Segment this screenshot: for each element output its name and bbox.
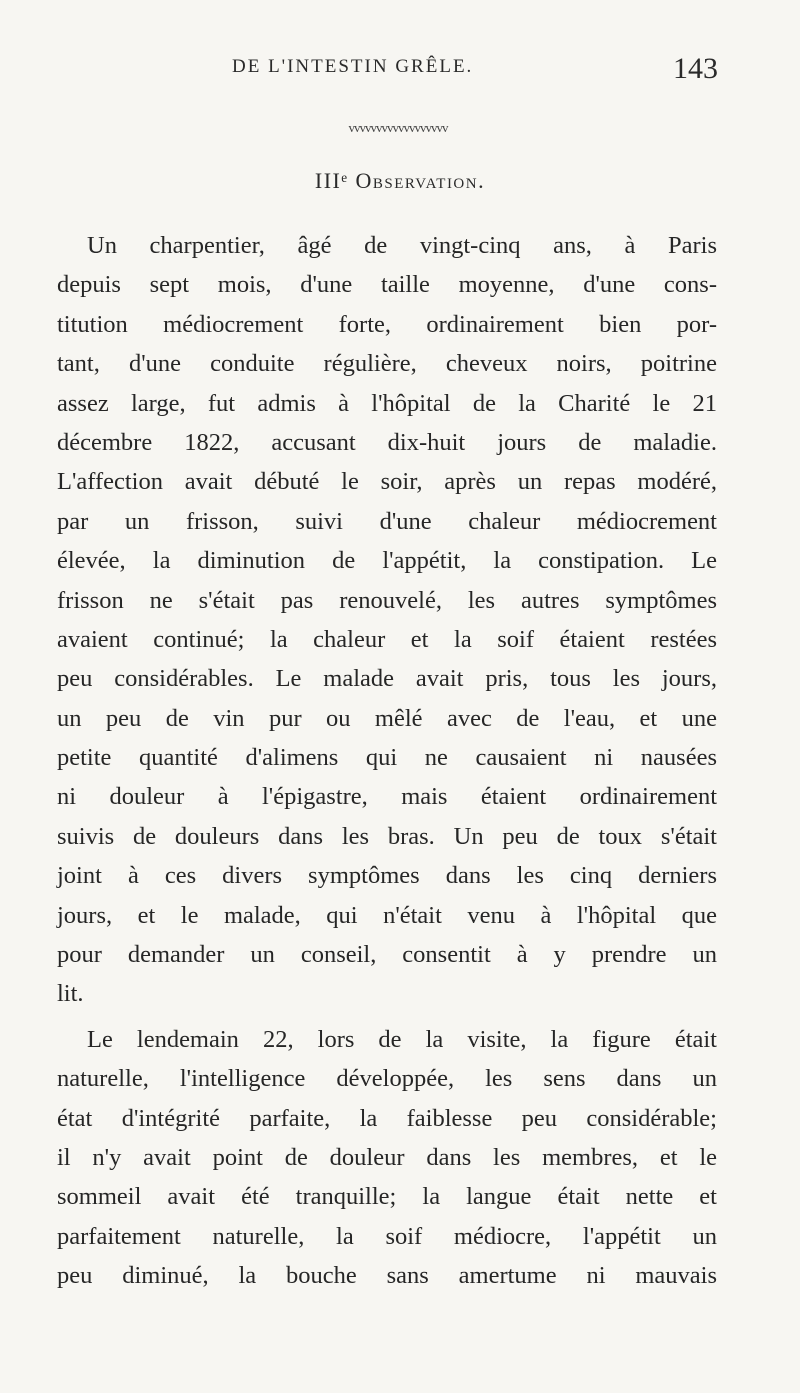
ornamental-rule: vvvvvvvvvvvvvvvvvv: [348, 120, 448, 135]
text-line: jours, et le malade, qui n'était venu à l'hôpital que: [57, 901, 717, 929]
text-line: décembre 1822, accusant dix-huit jours de maladie.: [57, 428, 717, 456]
text-line: depuis sept mois, d'une taille moyenne, d'une cons-: [57, 271, 717, 299]
text-line: avaient continué; la chaleur et la soif étaient restées: [57, 625, 717, 653]
text-line: frisson ne s'était pas renouvelé, les autres symptômes: [57, 586, 717, 614]
running-title: DE L'INTESTIN GRÊLE.: [232, 56, 474, 77]
text-line: un peu de vin pur ou mêlé avec de l'eau, et une: [57, 704, 717, 732]
text-line: L'affection avait débuté le soir, après un repas modéré,: [57, 468, 717, 496]
paragraph-2: [57, 1020, 717, 1296]
text-line: assez large, fut admis à l'hôpital de la Charité le 21: [57, 389, 717, 417]
text-line: suivis de douleurs dans les bras. Un peu de toux s'était: [57, 822, 717, 850]
text-line: lit.: [57, 980, 84, 1008]
text-line: élevée, la diminution de l'appétit, la constipation. Le: [57, 547, 717, 575]
text-line: par un frisson, suivi d'une chaleur médiocrement: [57, 507, 717, 535]
paragraph-1: [57, 226, 717, 1014]
text-line: parfaitement naturelle, la soif médiocre, l'appétit un: [57, 1222, 717, 1250]
running-head: [0, 52, 800, 92]
text-line: pour demander un conseil, consentit à y prendre un: [57, 941, 717, 969]
text-line: peu diminué, la bouche sans amertume ni mauvais: [57, 1262, 717, 1290]
text-line: joint à ces divers symptômes dans les cinq derniers: [57, 862, 717, 890]
text-line: tant, d'une conduite régulière, cheveux noirs, poitrine: [57, 350, 717, 378]
text-line: sommeil avait été tranquille; la langue était nette et: [57, 1183, 717, 1211]
text-line: Le lendemain 22, lors de la visite, la figure était: [87, 1025, 717, 1053]
body-text: [57, 226, 717, 1296]
text-line: naturelle, l'intelligence développée, les sens dans un: [57, 1065, 717, 1093]
text-line: état d'intégrité parfaite, la faiblesse peu considérable;: [57, 1104, 717, 1132]
text-line: peu considérables. Le malade avait pris, tous les jours,: [57, 665, 717, 693]
text-line: ni douleur à l'épigastre, mais étaient ordinairement: [57, 783, 717, 811]
text-line: Un charpentier, âgé de vingt-cinq ans, à Paris: [87, 232, 717, 259]
section-title: IIIᵉ Observation.: [314, 168, 486, 193]
text-line: il n'y avait point de douleur dans les membres, et le: [57, 1143, 717, 1171]
page-number: 143: [673, 52, 718, 85]
text-line: petite quantité d'alimens qui ne causaient ni nausées: [57, 744, 717, 772]
text-line: titution médiocrement forte, ordinairement bien por-: [57, 310, 717, 338]
